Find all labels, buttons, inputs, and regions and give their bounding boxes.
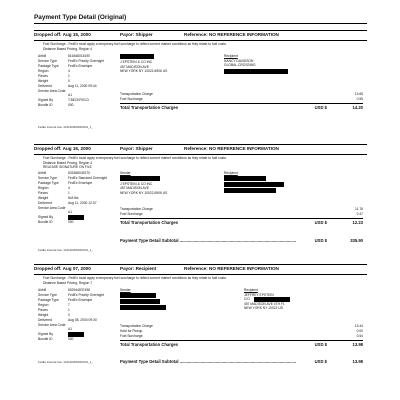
field-label: Bundle ID xyxy=(38,103,53,107)
field-label: Pieces xyxy=(38,191,48,195)
field-label: Region xyxy=(38,186,49,190)
sender-line: NEW YORK NY 10022-6906 US xyxy=(120,69,168,73)
field-label: Delivered xyxy=(38,318,52,322)
total-currency: USD $ xyxy=(314,342,327,347)
charge-label: Transportation Charge xyxy=(120,324,153,328)
total-rule xyxy=(120,340,363,341)
region-value: 7 xyxy=(68,303,70,307)
total-amount: 14.20 xyxy=(352,105,363,110)
sender-line: 457 MADISON AVE xyxy=(120,186,149,190)
pieces-value: 1 xyxy=(68,74,70,78)
field-label: Delivered xyxy=(38,201,52,205)
field-label: Airbill xyxy=(38,288,47,292)
redaction-block xyxy=(68,215,84,220)
field-label: Pieces xyxy=(38,308,48,312)
recipient-heading: Recipient xyxy=(224,54,238,58)
internal-use-footer: FedEx Internal Use: 2241000064000011_1_ xyxy=(38,248,93,252)
service-area-value: A1 xyxy=(68,210,73,214)
delivered-value: Aug 11, 2000 12:07 xyxy=(68,201,97,205)
charge-label: Fuel Surcharge xyxy=(120,334,143,338)
field-label: Service Area Code xyxy=(38,89,66,93)
airbill-value: 802944837498 xyxy=(68,288,91,292)
sender-line: NEW YORK NY 10022-6906 US xyxy=(120,190,168,195)
sender-line: J EPSTEIN & CO INC xyxy=(120,181,153,186)
field-label: Signed By xyxy=(38,332,54,336)
payor: Payor: Recipient xyxy=(120,266,157,272)
field-label: Package Type xyxy=(38,298,59,302)
field-label: Package Type xyxy=(38,181,59,185)
charge-amount: 0.00 xyxy=(356,329,363,333)
redaction-block xyxy=(120,293,156,298)
dropped-off-date: Dropped off: Aug 07, 2000 xyxy=(34,266,91,272)
field-label: Weight xyxy=(38,79,49,83)
title-rule xyxy=(34,23,367,24)
shipment-2 xyxy=(34,144,367,262)
shipment-header xyxy=(34,264,367,275)
subtotal-currency: USD $ xyxy=(314,359,327,364)
redaction-block xyxy=(224,176,266,181)
payor: Payor: Shipper xyxy=(120,32,153,38)
sender-line: 457 MADISON AVE xyxy=(120,64,149,69)
recipient-line: JEFFREY EPSTEIN xyxy=(244,292,274,297)
redaction-block xyxy=(120,299,160,304)
pieces-value: 1 xyxy=(68,308,70,312)
total-label: Total Transportation Charges xyxy=(120,342,179,347)
charge-amount: 0.54 xyxy=(356,334,363,338)
package-type-value: FedEx Envelope xyxy=(68,298,93,302)
internal-use-footer: FedEx Internal Use: 2241000064000011_1_ xyxy=(38,125,93,129)
region-value: 4 xyxy=(68,69,70,73)
fuel-surcharge-note: Fuel Surcharge - FedEx must apply a temporary fuel surcharge to reflect current market conditions as they relate to fuel costs. xyxy=(43,42,227,46)
subtotal-amount: 335.90 xyxy=(350,238,363,243)
redaction-block xyxy=(224,69,288,74)
total-currency: USD $ xyxy=(314,220,327,225)
region-value: 4 xyxy=(68,186,70,190)
bundle-id-value: 000 xyxy=(68,337,74,341)
charge-amount: 0.47 xyxy=(356,212,363,216)
field-label: Weight xyxy=(38,196,49,200)
charge-amount: 0.55 xyxy=(356,97,363,101)
release-note: RELEASE SIGNATURE ON FILE xyxy=(43,165,92,169)
pricing-note: Distance Based Pricing, Region 4 xyxy=(43,46,93,51)
delivered-value: Aug 11, 2000 09:44 xyxy=(68,84,97,88)
total-rule xyxy=(120,218,363,219)
delivered-value: Aug 08, 2000 09:30 xyxy=(68,318,97,322)
subtotal-label: Payment Type Detail Subtotal .................................................................................................... xyxy=(120,359,297,364)
field-label: Service Area Code xyxy=(38,206,66,210)
field-label: Airbill xyxy=(38,171,47,175)
total-rule xyxy=(120,103,363,104)
field-label: Bundle ID xyxy=(38,220,53,224)
internal-use-footer: FedEx Internal Use: 2241000064000011_1_ xyxy=(38,360,93,364)
service-type-value: FedEx Priority Overnight xyxy=(68,59,104,63)
airbill-value: 816468015190 xyxy=(68,54,91,58)
dropped-off-date: Dropped off: Aug 15, 2000 xyxy=(34,146,91,152)
total-label: Total Transportation Charges xyxy=(120,220,179,225)
weight-value: 0 xyxy=(68,79,70,83)
airbill-value: 831568049270 xyxy=(68,171,91,175)
redaction-block xyxy=(120,305,166,310)
total-amount: 13.98 xyxy=(352,342,363,347)
field-label: Signed By xyxy=(38,98,54,102)
sender-heading: Sender xyxy=(120,171,131,175)
charge-amount: 11.76 xyxy=(354,207,363,211)
page-title: Payment Type Detail (Original) xyxy=(34,14,127,21)
field-label: Pieces xyxy=(38,74,48,78)
field-label: Airbill xyxy=(38,54,47,58)
payor: Payor: Shipper xyxy=(120,146,153,152)
bundle-id-value: 000 xyxy=(68,220,74,224)
shipment-header xyxy=(34,30,367,41)
redaction-block xyxy=(120,176,160,181)
field-label: Signed By xyxy=(38,215,54,219)
subtotal-label: Payment Type Detail Subtotal .................................................................................................... xyxy=(120,238,297,243)
field-label: Service Area Code xyxy=(38,323,66,327)
charge-label: Transportation Charge xyxy=(120,207,153,211)
sender-line: J EPSTEIN & CO INC xyxy=(120,60,153,64)
reference: Reference: NO REFERENCE INFORMATION xyxy=(184,266,279,272)
charge-label: Transportation Charge xyxy=(120,92,153,96)
redaction-block xyxy=(224,188,276,193)
field-label: Package Type xyxy=(38,64,59,68)
subtotal-amount: 13.98 xyxy=(352,359,363,364)
weight-value: 0 xyxy=(68,313,70,317)
recipient-heading: Recipient xyxy=(244,288,258,292)
pieces-value: 1 xyxy=(68,191,70,195)
service-area-value: A1 xyxy=(68,327,73,331)
package-type-value: FedEx Envelope xyxy=(68,64,93,68)
subtotal-currency: USD $ xyxy=(314,238,327,243)
charge-amount: 13.65 xyxy=(354,92,363,96)
sender-heading: Sender xyxy=(120,288,131,292)
total-label: Total Transportation Charges xyxy=(120,105,179,110)
recipient-line: NANCY DAVIDSON xyxy=(224,58,254,63)
service-area-value: A1 xyxy=(68,93,73,97)
pricing-note: Distance Based Pricing, Region 4 xyxy=(43,160,93,165)
fuel-surcharge-note: Fuel Surcharge - FedEx must apply a temporary fuel surcharge to reflect current market conditions as they relate to fuel costs. xyxy=(43,276,227,280)
service-type-value: FedEx Priority Overnight xyxy=(68,293,104,297)
field-label: Region xyxy=(38,69,49,73)
package-type-value: FedEx Envelope xyxy=(68,181,93,185)
field-label: Service Type xyxy=(38,176,57,180)
weight-value: N/A lbs xyxy=(68,196,79,200)
dropped-off-date: Dropped off: Aug 15, 2000 xyxy=(34,32,91,38)
shipment-3 xyxy=(34,264,367,378)
shipment-1 xyxy=(34,30,367,140)
charge-label: Fuel Surcharge xyxy=(120,212,143,216)
recipient-line: NEW YORK NY 10022 US xyxy=(244,306,283,310)
reference: Reference: NO REFERENCE INFORMATION xyxy=(184,146,279,152)
fuel-surcharge-note: Fuel Surcharge - FedEx must apply a temporary fuel surcharge to reflect current market conditions as they relate to fuel costs. xyxy=(43,156,227,160)
reference: Reference: NO REFERENCE INFORMATION xyxy=(184,32,279,38)
field-label: Delivered xyxy=(38,84,52,88)
recipient-line: C/O xyxy=(244,297,250,301)
field-label: Bundle ID xyxy=(38,337,53,341)
redaction-block xyxy=(68,332,84,337)
total-amount: 12.23 xyxy=(352,220,363,225)
charge-label: Hold for Pickup xyxy=(120,329,143,333)
shipment-header xyxy=(34,144,367,155)
signed-by-value: T.BECKFIELD xyxy=(68,98,89,102)
field-label: Service Type xyxy=(38,293,57,297)
field-label: Service Type xyxy=(38,59,57,63)
charge-amount: 13.44 xyxy=(354,324,363,328)
bundle-id-value: 000 xyxy=(68,103,74,107)
total-currency: USD $ xyxy=(314,105,327,110)
recipient-line: 457 MADISON AVE 4TH FL xyxy=(244,301,285,306)
pricing-note: Distance Based Pricing, Region 7 xyxy=(43,280,93,285)
recipient-heading: Recipient xyxy=(224,171,238,175)
field-label: Weight xyxy=(38,313,49,317)
field-label: Region xyxy=(38,303,49,307)
service-type-value: FedEx Standard Overnight xyxy=(68,176,108,180)
redaction-block xyxy=(120,54,154,59)
redaction-block xyxy=(224,182,284,187)
recipient-line: GLOBAL CROSSING xyxy=(224,63,256,67)
charge-label: Fuel Surcharge xyxy=(120,97,143,101)
